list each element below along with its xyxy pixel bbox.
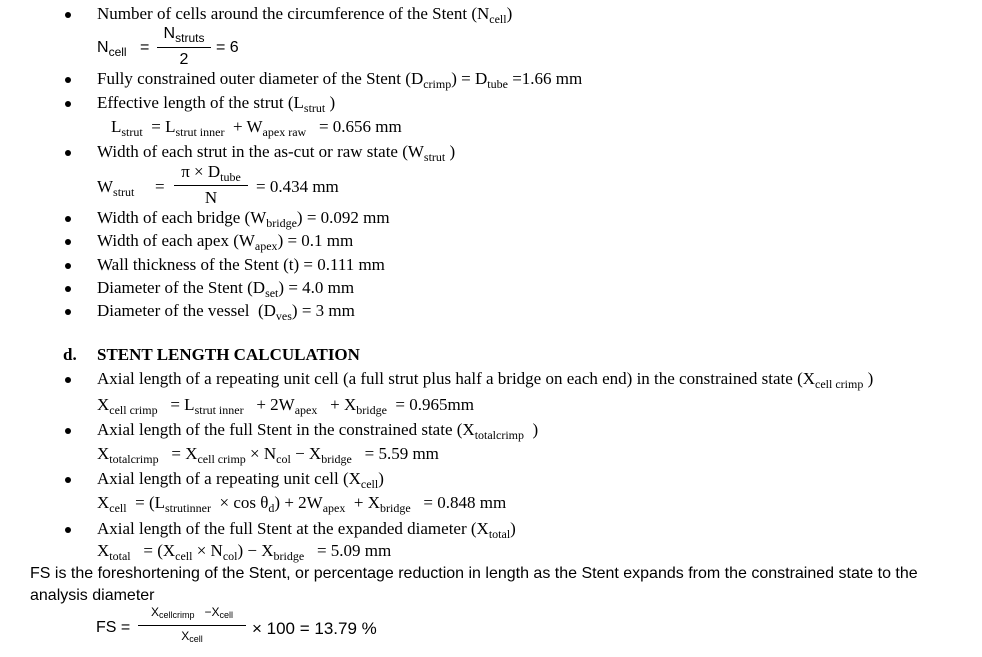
xcrimp-equation: $X_{cell crimp}$ = $L_{strut inner}$ + $2W_{apex}$ + $X_{bridge} = 0.965mm$ xyxy=(97,395,474,417)
wstrut-equation-lhs: $W_{strut}$ xyxy=(97,177,135,199)
fs-fraction-bar xyxy=(138,625,246,626)
fs-lhs: FS = xyxy=(96,619,131,636)
xtotalcrimp-description: Axial length of the full Stent in the constrained state ($X_{totalcrimp}$ ) xyxy=(97,420,539,442)
xtotal-description: Axial length of the full Stent at the expanded diameter $(X_{total})$ xyxy=(97,519,516,541)
bullet xyxy=(65,527,71,533)
bullet xyxy=(65,12,71,18)
fs-value: × 100 = 13.79 % xyxy=(252,619,377,638)
lstrut-equation: $L_{strut} = L_{strut inner} + W_{apex raw}$ = 0.656 mm xyxy=(111,117,402,139)
bullet xyxy=(65,477,71,483)
wstrut-numerator: $\pi \times D_{tube}$ xyxy=(181,162,241,184)
section-title: STENT LENGTH CALCULATION xyxy=(97,345,360,364)
wbridge-item: Width of each bridge $(W_{bridge}) = 0.092$ mm xyxy=(97,208,390,230)
ncell-description: Number of cells around the circumference of the Stent $(N_{cell})$ xyxy=(97,4,513,26)
ncell-fraction-bar xyxy=(157,47,211,48)
wstrut-value: = 0.434 mm xyxy=(256,177,339,196)
xtotal-equation: $X_{total}$ = $(X_{cell} \times N_{col}) - X_{bridge}$ = 5.09 mm xyxy=(97,541,392,563)
dves-item: Diameter of the vessel $(D_{ves}) = 3$ mm xyxy=(97,301,355,323)
xcell-equation: $X_{cell} = (L_{strutinner} \times \cos \theta_d) + 2W_{apex} + X_{bridge}$ = 0.848 mm xyxy=(97,493,507,515)
bullet xyxy=(65,150,71,156)
bullet xyxy=(65,428,71,434)
fs-denominator: $X_{cell}$ xyxy=(181,629,203,644)
wstrut-description: Width of each strut in the as-cut or raw state ($W_{strut}$ ) xyxy=(97,142,456,164)
bullet xyxy=(65,377,71,383)
bullet xyxy=(65,286,71,292)
thickness-item: Wall thickness of the Stent (t) = 0.111 mm xyxy=(97,255,385,274)
wstrut-fraction-bar xyxy=(174,185,248,186)
dset-item: Diameter of the Stent $(D_{set}) = 4.0$ mm xyxy=(97,278,355,300)
ncell-equation-lhs: $N_{cell}$ xyxy=(97,39,127,59)
ncell-numerator: $N_{struts}$ xyxy=(163,25,205,45)
dcrimp-description: Fully constrained outer diameter of the Stent $(D_{crimp}) = D_{tube} =1.66$ mm xyxy=(97,69,583,91)
wapex-item: Width of each apex $(W_{apex}) = 0.1$ mm xyxy=(97,231,354,253)
ncell-result: = 6 xyxy=(216,39,239,56)
bullet xyxy=(65,263,71,269)
ncell-equals: = xyxy=(140,39,150,56)
bullet xyxy=(65,77,71,83)
xtotalcrimp-equation: $X_{totalcrimp}$ = $X_{cell crimp} \times N_{col} - X_{bridge}$ = 5.59 mm xyxy=(97,444,439,466)
xcell-description: Axial length of a repeating unit cell $(X_{cell})$ xyxy=(97,469,384,491)
bullet xyxy=(65,309,71,315)
fs-paragraph-line-1: FS is the foreshortening of the Stent, or percentage reduction in length as the Stent expands from the constrained state to the xyxy=(30,565,918,582)
wstrut-equals: = xyxy=(155,177,165,196)
bullet xyxy=(65,101,71,107)
fs-paragraph-line-2: analysis diameter xyxy=(30,587,155,604)
fs-numerator: $X_{cellcrimp}$ $-X_{cell}$ xyxy=(150,605,234,620)
bullet xyxy=(65,216,71,222)
ncell-denominator: 2 xyxy=(179,51,189,68)
section-letter: d. xyxy=(63,345,77,364)
bullet xyxy=(65,239,71,245)
lstrut-description: Effective length of the strut ($L_{strut}$ ) xyxy=(97,93,336,115)
wstrut-denominator: N xyxy=(204,188,218,207)
xcrimp-description: Axial length of a repeating unit cell (a full strut plus half a bridge on each end) in the constrained state ($X_{cell crimp}$ ) xyxy=(97,369,874,391)
